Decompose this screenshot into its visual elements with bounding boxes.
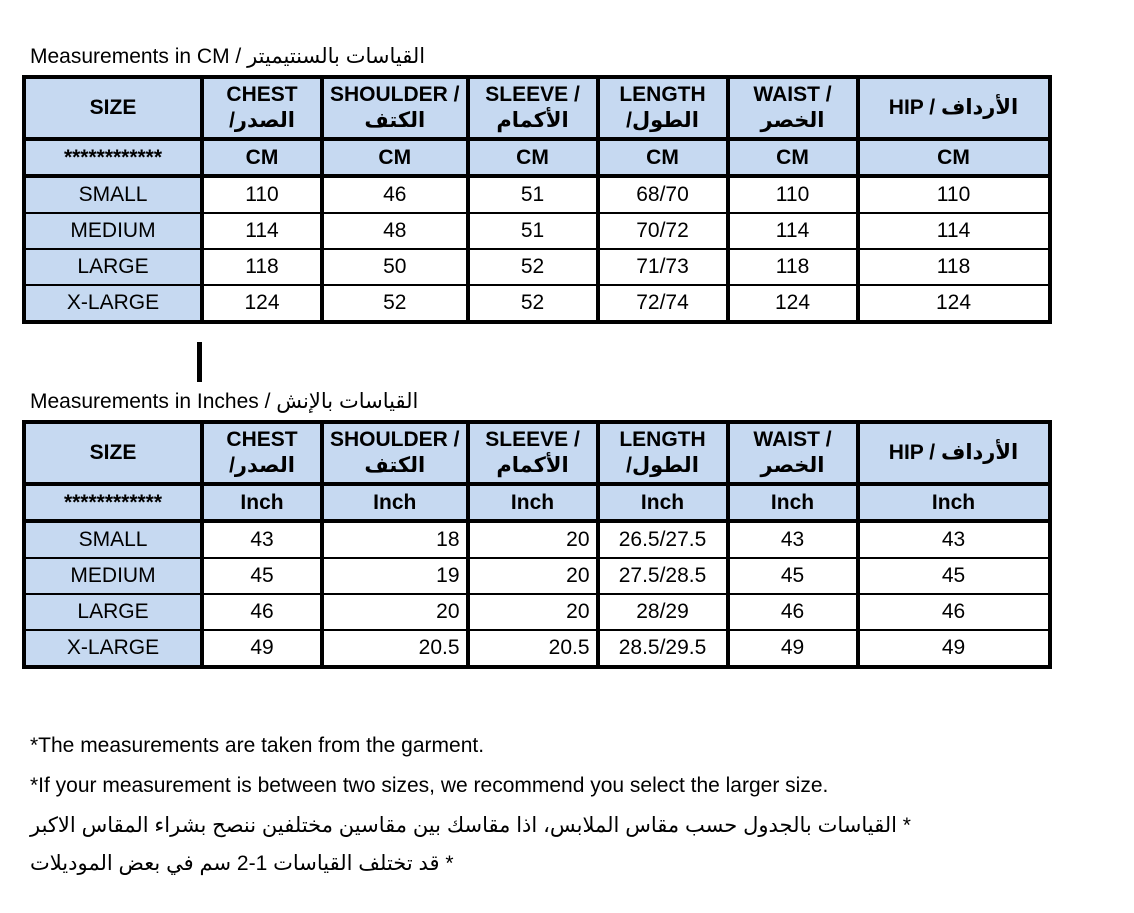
note-between-sizes: *If your measurement is between two sizes, we recommend you select the larger size. xyxy=(30,774,829,797)
size-label: MEDIUM xyxy=(24,213,202,249)
header-chest-en: CHEST xyxy=(226,428,298,451)
table-cell: 114 xyxy=(202,213,322,249)
table-cell: 26.5/27.5 xyxy=(598,521,728,558)
table-cell: 20 xyxy=(468,594,598,630)
header-shoulder-ar: الكتف xyxy=(364,109,426,132)
table-row xyxy=(24,630,1050,667)
table-cell: 52 xyxy=(468,249,598,285)
header-length-ar: الطول/ xyxy=(626,454,699,477)
table-cell: 52 xyxy=(322,285,468,322)
header-shoulder-ar: الكتف xyxy=(364,454,426,477)
cm-unit-row xyxy=(24,139,1050,176)
table-cell: 51 xyxy=(468,176,598,213)
header-sleeve xyxy=(468,422,598,484)
header-hip: HIP / الأرداف xyxy=(858,422,1050,484)
header-waist xyxy=(728,77,858,139)
table-cell: 43 xyxy=(202,521,322,558)
header-shoulder xyxy=(322,422,468,484)
unit-cell: CM xyxy=(858,139,1050,176)
table-cell: 124 xyxy=(728,285,858,322)
table-cell: 118 xyxy=(858,249,1050,285)
table-cell: 71/73 xyxy=(598,249,728,285)
header-waist-en: WAIST / xyxy=(753,428,832,451)
table-row xyxy=(24,521,1050,558)
header-shoulder-en: SHOULDER / xyxy=(330,428,460,451)
table-cell: 72/74 xyxy=(598,285,728,322)
cm-header-row xyxy=(24,77,1050,139)
unit-cell: Inch xyxy=(468,484,598,521)
table-cell: 45 xyxy=(728,558,858,594)
header-hip: HIP / الأرداف xyxy=(858,77,1050,139)
header-length-en: LENGTH xyxy=(619,428,706,451)
header-waist-en: WAIST / xyxy=(753,83,832,106)
table-cell: 20 xyxy=(468,558,598,594)
table-cell: 110 xyxy=(728,176,858,213)
header-waist-ar: الخصر xyxy=(760,109,825,132)
table-cell: 46 xyxy=(728,594,858,630)
table-cell: 48 xyxy=(322,213,468,249)
size-label: X-LARGE xyxy=(24,630,202,667)
unit-cell: CM xyxy=(598,139,728,176)
table-cell: 20.5 xyxy=(468,630,598,667)
note-arabic-sizes: * القياسات بالجدول حسب مقاس الملابس، اذا مقاسك بين مقاسين مختلفين ننصح بشراء المقاس الاكبر xyxy=(30,814,911,837)
header-chest xyxy=(202,422,322,484)
header-sleeve-ar: الأكمام xyxy=(496,109,569,132)
table-cell: 51 xyxy=(468,213,598,249)
table-row xyxy=(24,594,1050,630)
header-size: SIZE xyxy=(24,77,202,139)
table-row xyxy=(24,558,1050,594)
unit-cell: ************ xyxy=(24,139,202,176)
table-cell: 45 xyxy=(858,558,1050,594)
unit-cell: ************ xyxy=(24,484,202,521)
unit-cell: Inch xyxy=(858,484,1050,521)
table-cell: 45 xyxy=(202,558,322,594)
table-cell: 124 xyxy=(858,285,1050,322)
table-cell: 28.5/29.5 xyxy=(598,630,728,667)
table-cell: 114 xyxy=(728,213,858,249)
size-label: LARGE xyxy=(24,594,202,630)
table-cell: 49 xyxy=(202,630,322,667)
table-cell: 46 xyxy=(858,594,1050,630)
table-cell: 118 xyxy=(202,249,322,285)
table-cell: 18 xyxy=(322,521,468,558)
unit-cell: Inch xyxy=(598,484,728,521)
table-cell: 124 xyxy=(202,285,322,322)
table-cell: 20.5 xyxy=(322,630,468,667)
size-label: SMALL xyxy=(24,176,202,213)
header-chest-ar: الصدر/ xyxy=(229,454,295,477)
table-cell: 52 xyxy=(468,285,598,322)
unit-cell: CM xyxy=(468,139,598,176)
header-length xyxy=(598,422,728,484)
size-label: SMALL xyxy=(24,521,202,558)
table-cell: 27.5/28.5 xyxy=(598,558,728,594)
table-cell: 19 xyxy=(322,558,468,594)
header-waist xyxy=(728,422,858,484)
inch-header-row xyxy=(24,422,1050,484)
table-row xyxy=(24,176,1050,213)
table-cell: 68/70 xyxy=(598,176,728,213)
table-cell: 43 xyxy=(858,521,1050,558)
table-cell: 49 xyxy=(728,630,858,667)
note-arabic-variance: * قد تختلف القياسات 1-2 سم في بعض الموديلات xyxy=(30,852,454,875)
header-shoulder-en: SHOULDER / xyxy=(330,83,460,106)
header-sleeve-en: SLEEVE / xyxy=(485,83,580,106)
unit-cell: CM xyxy=(322,139,468,176)
table-cell: 70/72 xyxy=(598,213,728,249)
divider-stub xyxy=(197,342,202,382)
header-length-en: LENGTH xyxy=(619,83,706,106)
table-cell: 43 xyxy=(728,521,858,558)
size-label: X-LARGE xyxy=(24,285,202,322)
table-cell: 20 xyxy=(468,521,598,558)
inch-size-table xyxy=(22,420,1052,669)
header-sleeve-ar: الأكمام xyxy=(496,454,569,477)
header-size: SIZE xyxy=(24,422,202,484)
header-shoulder xyxy=(322,77,468,139)
unit-cell: CM xyxy=(202,139,322,176)
header-chest-en: CHEST xyxy=(226,83,298,106)
size-label: MEDIUM xyxy=(24,558,202,594)
table-cell: 20 xyxy=(322,594,468,630)
table-cell: 110 xyxy=(858,176,1050,213)
table-cell: 46 xyxy=(322,176,468,213)
inch-section-caption: Measurements in Inches / القياسات بالإنش xyxy=(30,390,419,413)
table-row xyxy=(24,213,1050,249)
unit-cell: Inch xyxy=(728,484,858,521)
table-cell: 46 xyxy=(202,594,322,630)
table-row xyxy=(24,249,1050,285)
table-cell: 50 xyxy=(322,249,468,285)
table-cell: 28/29 xyxy=(598,594,728,630)
header-length xyxy=(598,77,728,139)
header-sleeve-en: SLEEVE / xyxy=(485,428,580,451)
inch-unit-row xyxy=(24,484,1050,521)
header-sleeve xyxy=(468,77,598,139)
header-chest-ar: الصدر/ xyxy=(229,109,295,132)
size-label: LARGE xyxy=(24,249,202,285)
unit-cell: Inch xyxy=(202,484,322,521)
cm-size-table xyxy=(22,75,1052,324)
table-row xyxy=(24,285,1050,322)
header-length-ar: الطول/ xyxy=(626,109,699,132)
table-cell: 114 xyxy=(858,213,1050,249)
table-cell: 49 xyxy=(858,630,1050,667)
header-waist-ar: الخصر xyxy=(760,454,825,477)
cm-section-caption: Measurements in CM / القياسات بالسنتيميتر xyxy=(30,45,426,68)
table-cell: 118 xyxy=(728,249,858,285)
unit-cell: CM xyxy=(728,139,858,176)
unit-cell: Inch xyxy=(322,484,468,521)
note-garment: *The measurements are taken from the garment. xyxy=(30,734,485,757)
table-cell: 110 xyxy=(202,176,322,213)
header-chest xyxy=(202,77,322,139)
